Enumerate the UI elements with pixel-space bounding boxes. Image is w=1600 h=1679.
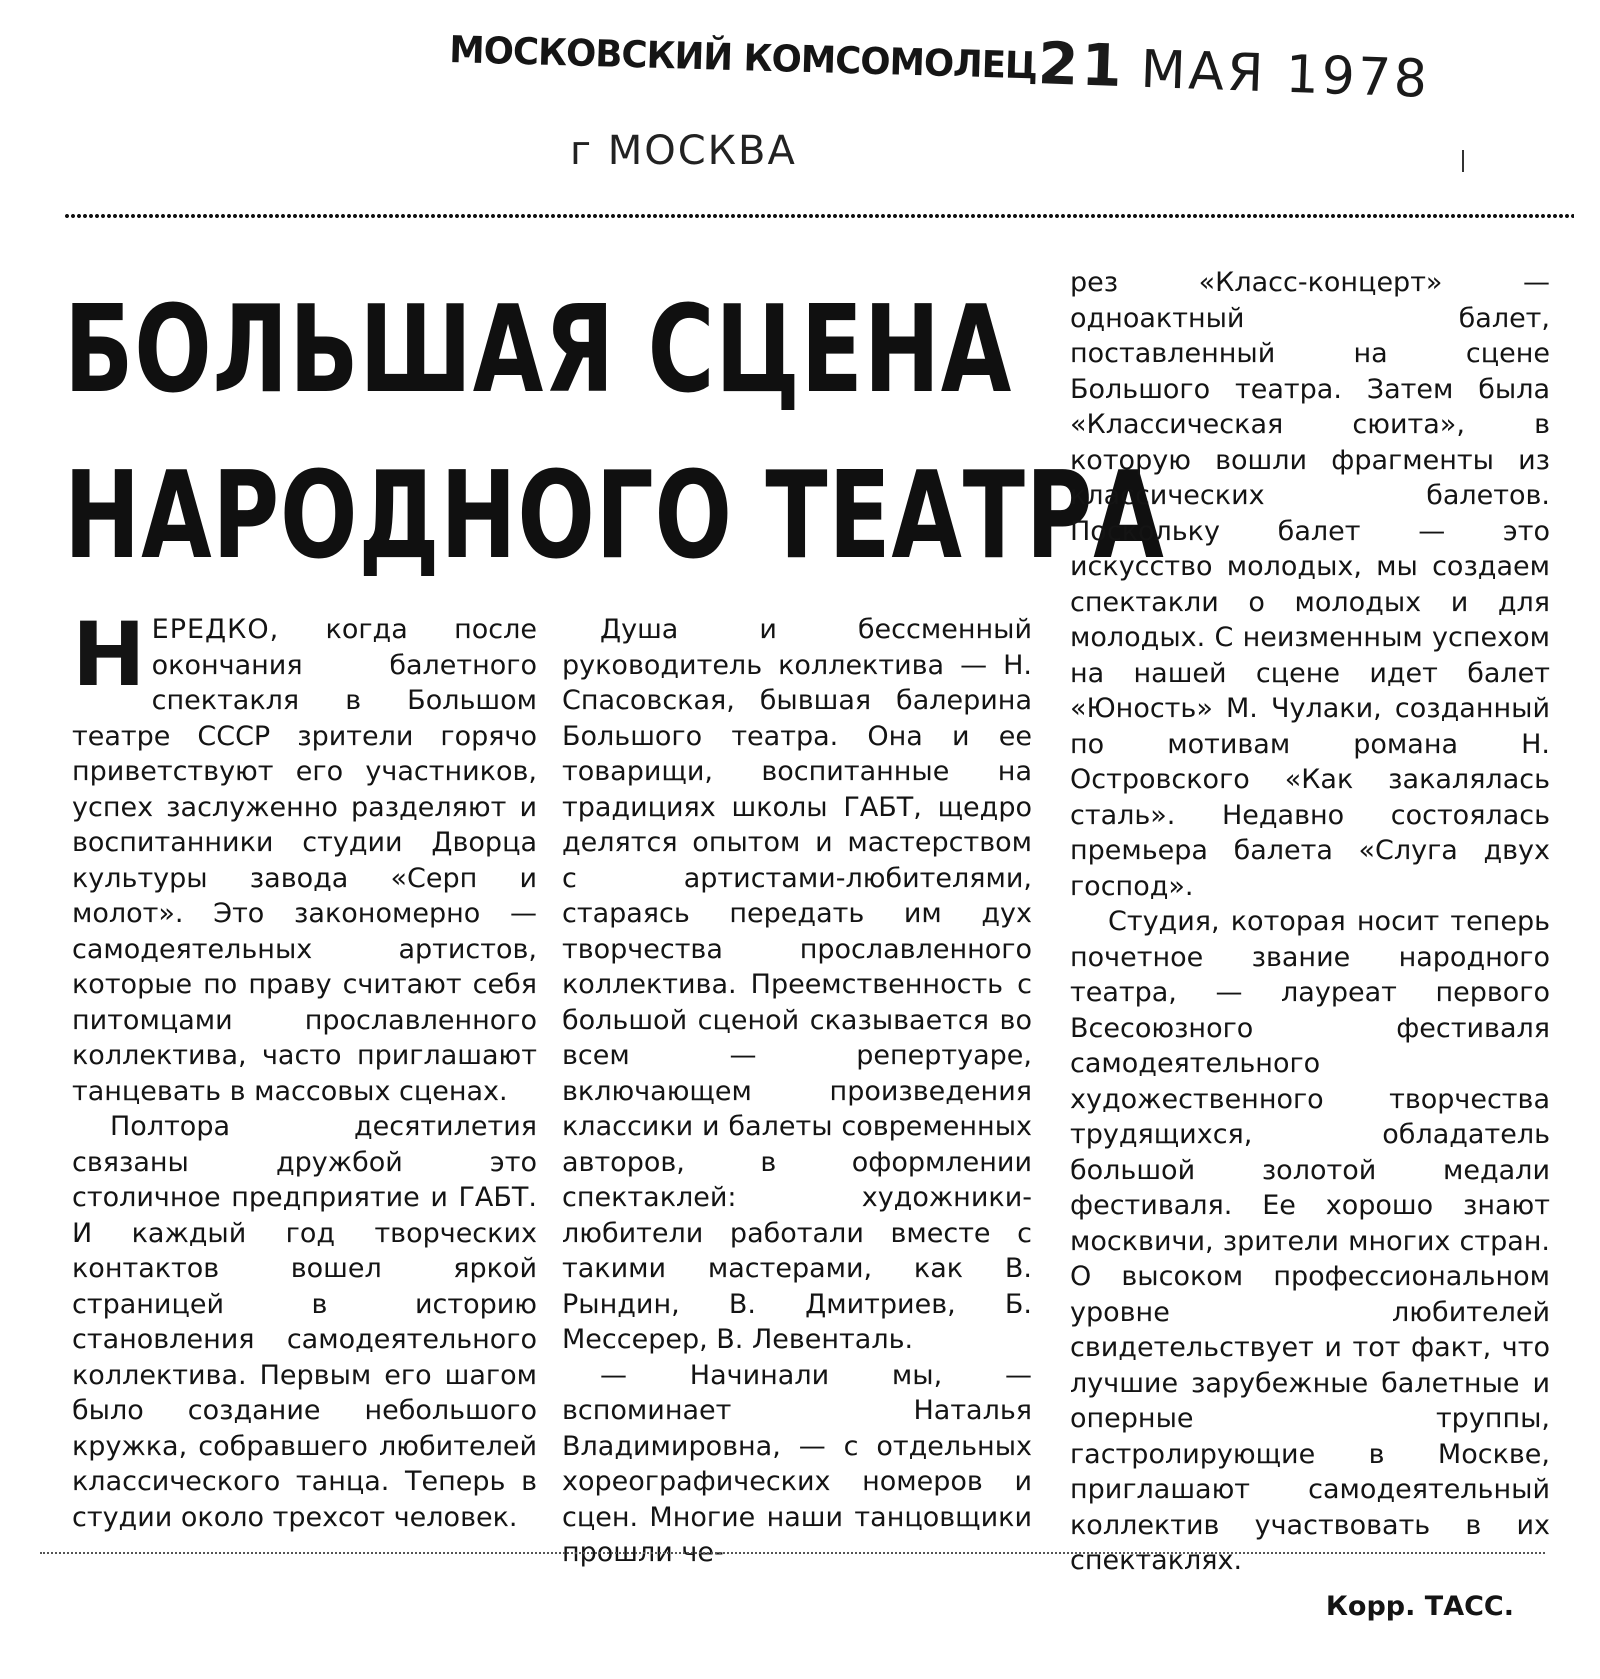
paragraph-1-text: когда после окончания балетного спектакля в Большом театре СССР зрители горячо приветствуют его участников, успех заслуженно разделяют и воспитанники студии Дворца культуры завода «Серп и молот». Это закономерно — самодеятельных артистов, которые по праву считают себя питомцами прославленного коллектива, часто приглашают танцевать в массовых сценах.	[72, 614, 537, 1107]
article-column-1	[72, 603, 537, 1535]
date-day: 21	[1036, 29, 1126, 101]
drop-cap: Н	[72, 603, 146, 706]
paragraph-5: Студия, которая носит теперь почетное звание народного театра, — лауреат первого Всесоюзного фестиваля самодеятельного художественного творчества трудящихся, обладатель большой золотой медали фестиваля. Ее хорошо знают москвичи, зрители многих стран. О высоком профессиональном уровне любителей свидетельствует и тот факт, что лучшие зарубежные балетные и оперные труппы, гастролирующие в Москве, приглашают самодеятельный коллектив участвовать в их спектаклях.	[1070, 906, 1550, 1576]
bottom-dotted-rule	[40, 1552, 1545, 1554]
date-stamp	[1037, 29, 1431, 111]
paragraph-4-start: — Начинали мы, — вспоминает Наталья Владимировна, — с отдельных хореографических номеров и сцен. Многие наши танцовщики прошли че-	[562, 1359, 1032, 1568]
masthead	[448, 28, 1062, 174]
paragraph-2: Полтора десятилетия связаны дружбой это столичное предприятие и ГАБТ. И каждый год творческих контактов вошел яркой страницей в историю становления самодеятельного коллектива. Первым его шагом было создание небольшого кружка, собравшего любителей классического танца. Теперь в студии около трехсот человек.	[72, 1111, 537, 1533]
article-headline	[64, 268, 1165, 600]
headline-line-2: НАРОДНОГО ТЕАТРА	[64, 447, 1165, 586]
author-signature: Корр. ТАСС.	[1325, 1590, 1514, 1622]
city-stamp: г МОСКВА	[570, 128, 797, 174]
date-month-year: МАЯ 1978	[1139, 39, 1431, 110]
margin-mark	[1462, 150, 1464, 172]
newspaper-name-stamp: МОСКОВСКИЙ КОМСОМОЛЕЦ	[448, 28, 1038, 88]
paragraph-1	[72, 603, 537, 1109]
lead-words: ЕРЕДКО,	[151, 614, 280, 645]
article-column-2	[562, 612, 1032, 1571]
headline-line-1: БОЛЬШАЯ СЦЕНА	[64, 281, 1013, 420]
paragraph-4-continued: рез «Класс-концерт» — одноактный балет, поставленный на сцене Большого театра. Затем была «Классическая сюита», в которую вошли фрагменты из классических балетов. Поскольку балет — это искусство молодых, мы создаем спектакли о молодых и для молодых. С неизменным успехом на нашей сцене идет балет «Юность» М. Чулаки, созданный по мотивам романа Н. Островского «Как закалялась сталь». Недавно состоялась премьера балета «Слуга двух господ».	[1070, 267, 1550, 902]
paragraph-3: Душа и бессменный руководитель коллектива — Н. Спасовская, бывшая балерина Большого театра. Она и ее товарищи, воспитанные на традициях школы ГАБТ, щедро делятся опытом и мастерством с артистами-любителями, стараясь передать им дух творчества прославленного коллектива. Преемственность с большой сценой сказывается во всем — репертуаре, включающем произведения классики и балеты современных авторов, в оформлении спектаклей: художники-любители работали вместе с такими мастерами, как В. Рындин, В. Дмитриев, Б. Мессерер, В. Левенталь.	[562, 614, 1032, 1355]
article-column-3	[1070, 265, 1550, 1624]
top-dotted-rule	[64, 212, 1574, 220]
